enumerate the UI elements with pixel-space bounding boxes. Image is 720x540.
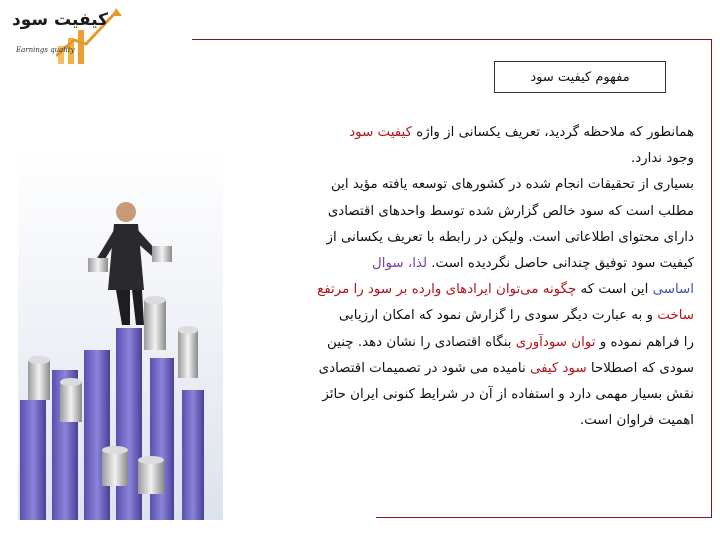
text-segment: این است که (576, 282, 653, 298)
frame-top-line (192, 39, 712, 40)
highlighted-phrase: اساسی (652, 282, 694, 298)
body-text-line (208, 251, 694, 277)
highlighted-phrase: سود کیفی (529, 360, 587, 376)
highlighted-phrase: توان سودآوری (515, 334, 596, 350)
text-segment: بنگاه اقتصادی را نشان دهد. چنین (327, 334, 516, 350)
body-text-line (208, 225, 694, 251)
body-text-line (208, 172, 694, 198)
businessman-coins-illustration (18, 150, 223, 520)
text-segment: نقش بسیار مهمی دارد و استفاده از آن در شرایط کنونی ایران حائز (322, 387, 694, 403)
body-text-line (208, 382, 694, 408)
text-segment: اهمیت فراوان است. (579, 413, 694, 429)
body-text-line (208, 356, 694, 382)
text-segment: همانطور که ملاحظه گردید، تعریف یکسانی از واژه (411, 125, 694, 140)
text-segment: وجود ندارد. (630, 151, 694, 167)
highlighted-phrase: چگونه می‌توان ایرادهای وارده بر سود را مرتفع (317, 282, 577, 298)
text-segment: نامیده می شود در تصمیمات اقتصادی (318, 360, 530, 376)
body-text-line (208, 120, 694, 146)
slide-body-text (208, 120, 694, 434)
frame-right-line (711, 39, 712, 517)
body-text-line (208, 303, 694, 329)
body-text-line (208, 277, 694, 303)
text-segment: را فراهم نموده و (595, 334, 694, 350)
text-segment: دارای محتوای اطلاعاتی است. ولیکن در رابطه با تعریف یکسانی از (326, 229, 694, 245)
body-text-line (208, 408, 694, 434)
highlighted-phrase: لذا، سوال (372, 256, 428, 272)
body-text-line (208, 146, 694, 172)
body-text-line (208, 330, 694, 356)
highlighted-phrase: کیفیت سود (349, 125, 412, 140)
slide-title: مفهوم کیفیت سود (494, 61, 666, 93)
text-segment: سودی که اصطلاحا (586, 360, 694, 376)
logo (6, 6, 126, 76)
text-segment: بسیاری از تحقیقات انجام شده در کشورهای توسعه یافته مؤید این (330, 177, 694, 193)
body-text-line (208, 199, 694, 225)
text-segment: مطلب است که سود خالص گزارش شده توسط واحدهای اقتصادی (327, 203, 694, 219)
text-segment: و به عبارت دیگر سودی را گزارش نمود که امکان ارزیابی (338, 308, 658, 324)
highlighted-phrase: ساخت (657, 308, 694, 324)
logo-title: کیفیت سود (12, 10, 109, 30)
logo-subtitle: Earnings quality (16, 46, 75, 54)
text-segment: کیفیت سود توفیق چندانی حاصل نگردیده است. (427, 256, 694, 272)
frame-bottom-line (376, 517, 712, 518)
